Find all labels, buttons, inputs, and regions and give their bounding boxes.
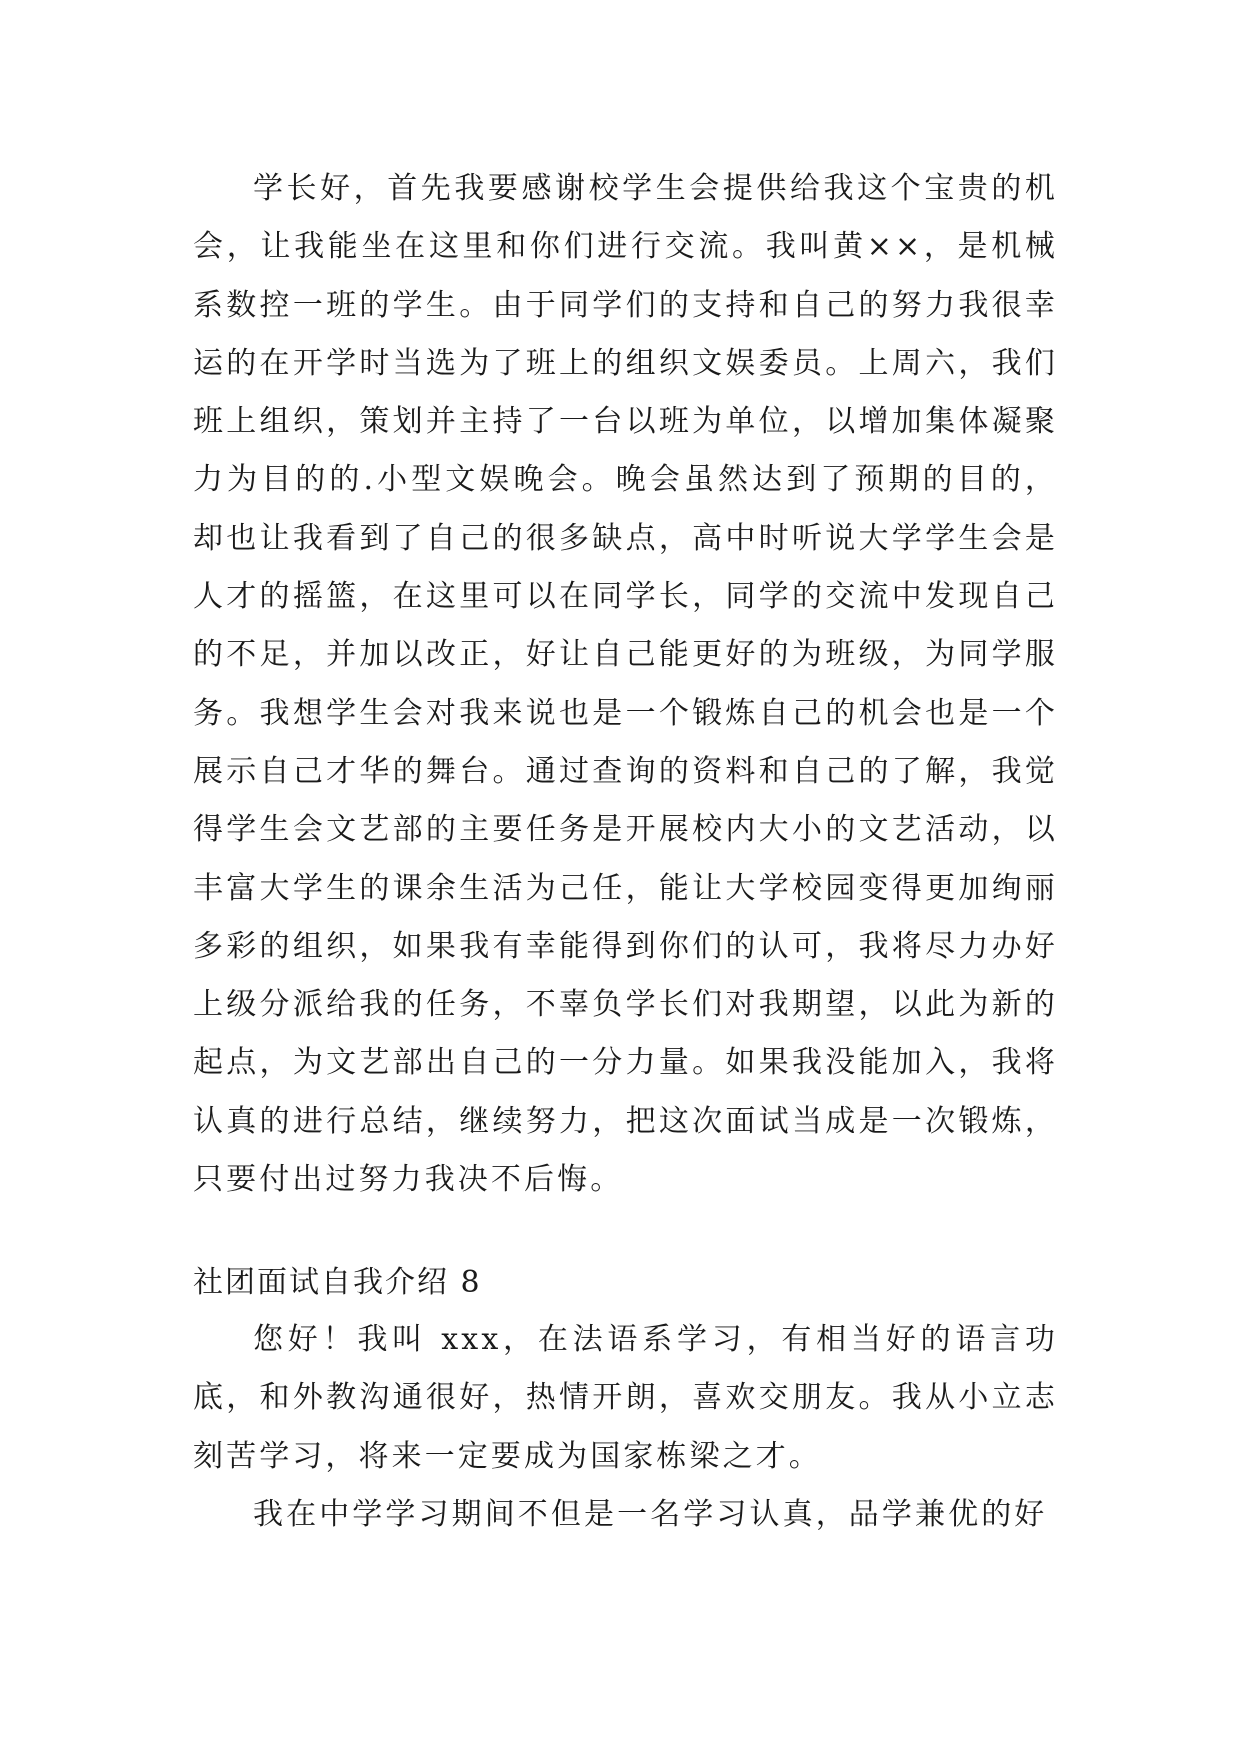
essay-body-2 <box>193 1311 1058 1544</box>
paragraph-3: 我在中学学习期间不但是一名学习认真，品学兼优的好 <box>253 1496 1048 1532</box>
paragraph-2: 您好！我叫 xxx，在法语系学习，有相当好的语言功底，和外教沟通很好，热情开朗，喜欢交朋友。我从小立志刻苦学习，将来一定要成为国家栋梁之才。 <box>193 1322 1058 1474</box>
section-heading: 社团面试自我介绍 8 <box>193 1265 482 1300</box>
paragraph-1: 学长好，首先我要感谢校学生会提供给我这个宝贵的机会，让我能坐在这里和你们进行交流。我叫黄××，是机械系数控一班的学生。由于同学们的支持和自己的努力我很幸运的在开学时当选为了班上的组织文娱委员。上周六，我们班上组织，策划并主持了一台以班为单位，以增加集体凝聚力为目的的.小型文娱晚会。晚会虽然达到了预期的目的，却也让我看到了自己的很多缺点，高中时听说大学学生会是人才的摇篮，在这里可以在同学长，同学的交流中发现自己的不足，并加以改正，好让自己能更好的为班级，为同学服务。我想学生会对我来说也是一个锻炼自己的机会也是一个展示自己才华的舞台。通过查询的资料和自己的了解，我觉得学生会文艺部的主要任务是开展校内大小的文艺活动，以丰富大学生的课余生活为己任，能让大学校园变得更加绚丽多彩的组织，如果我有幸能得到你们的认可，我将尽力办好上级分派给我的任务，不辜负学长们对我期望，以此为新的起点，为文艺部出自己的一分力量。如果我没能加入，我将认真的进行总结，继续努力，把这次面试当成是一次锻炼，只要付出过努力我决不后悔。 <box>193 171 1058 1198</box>
essay-body-1 <box>193 160 1058 1209</box>
